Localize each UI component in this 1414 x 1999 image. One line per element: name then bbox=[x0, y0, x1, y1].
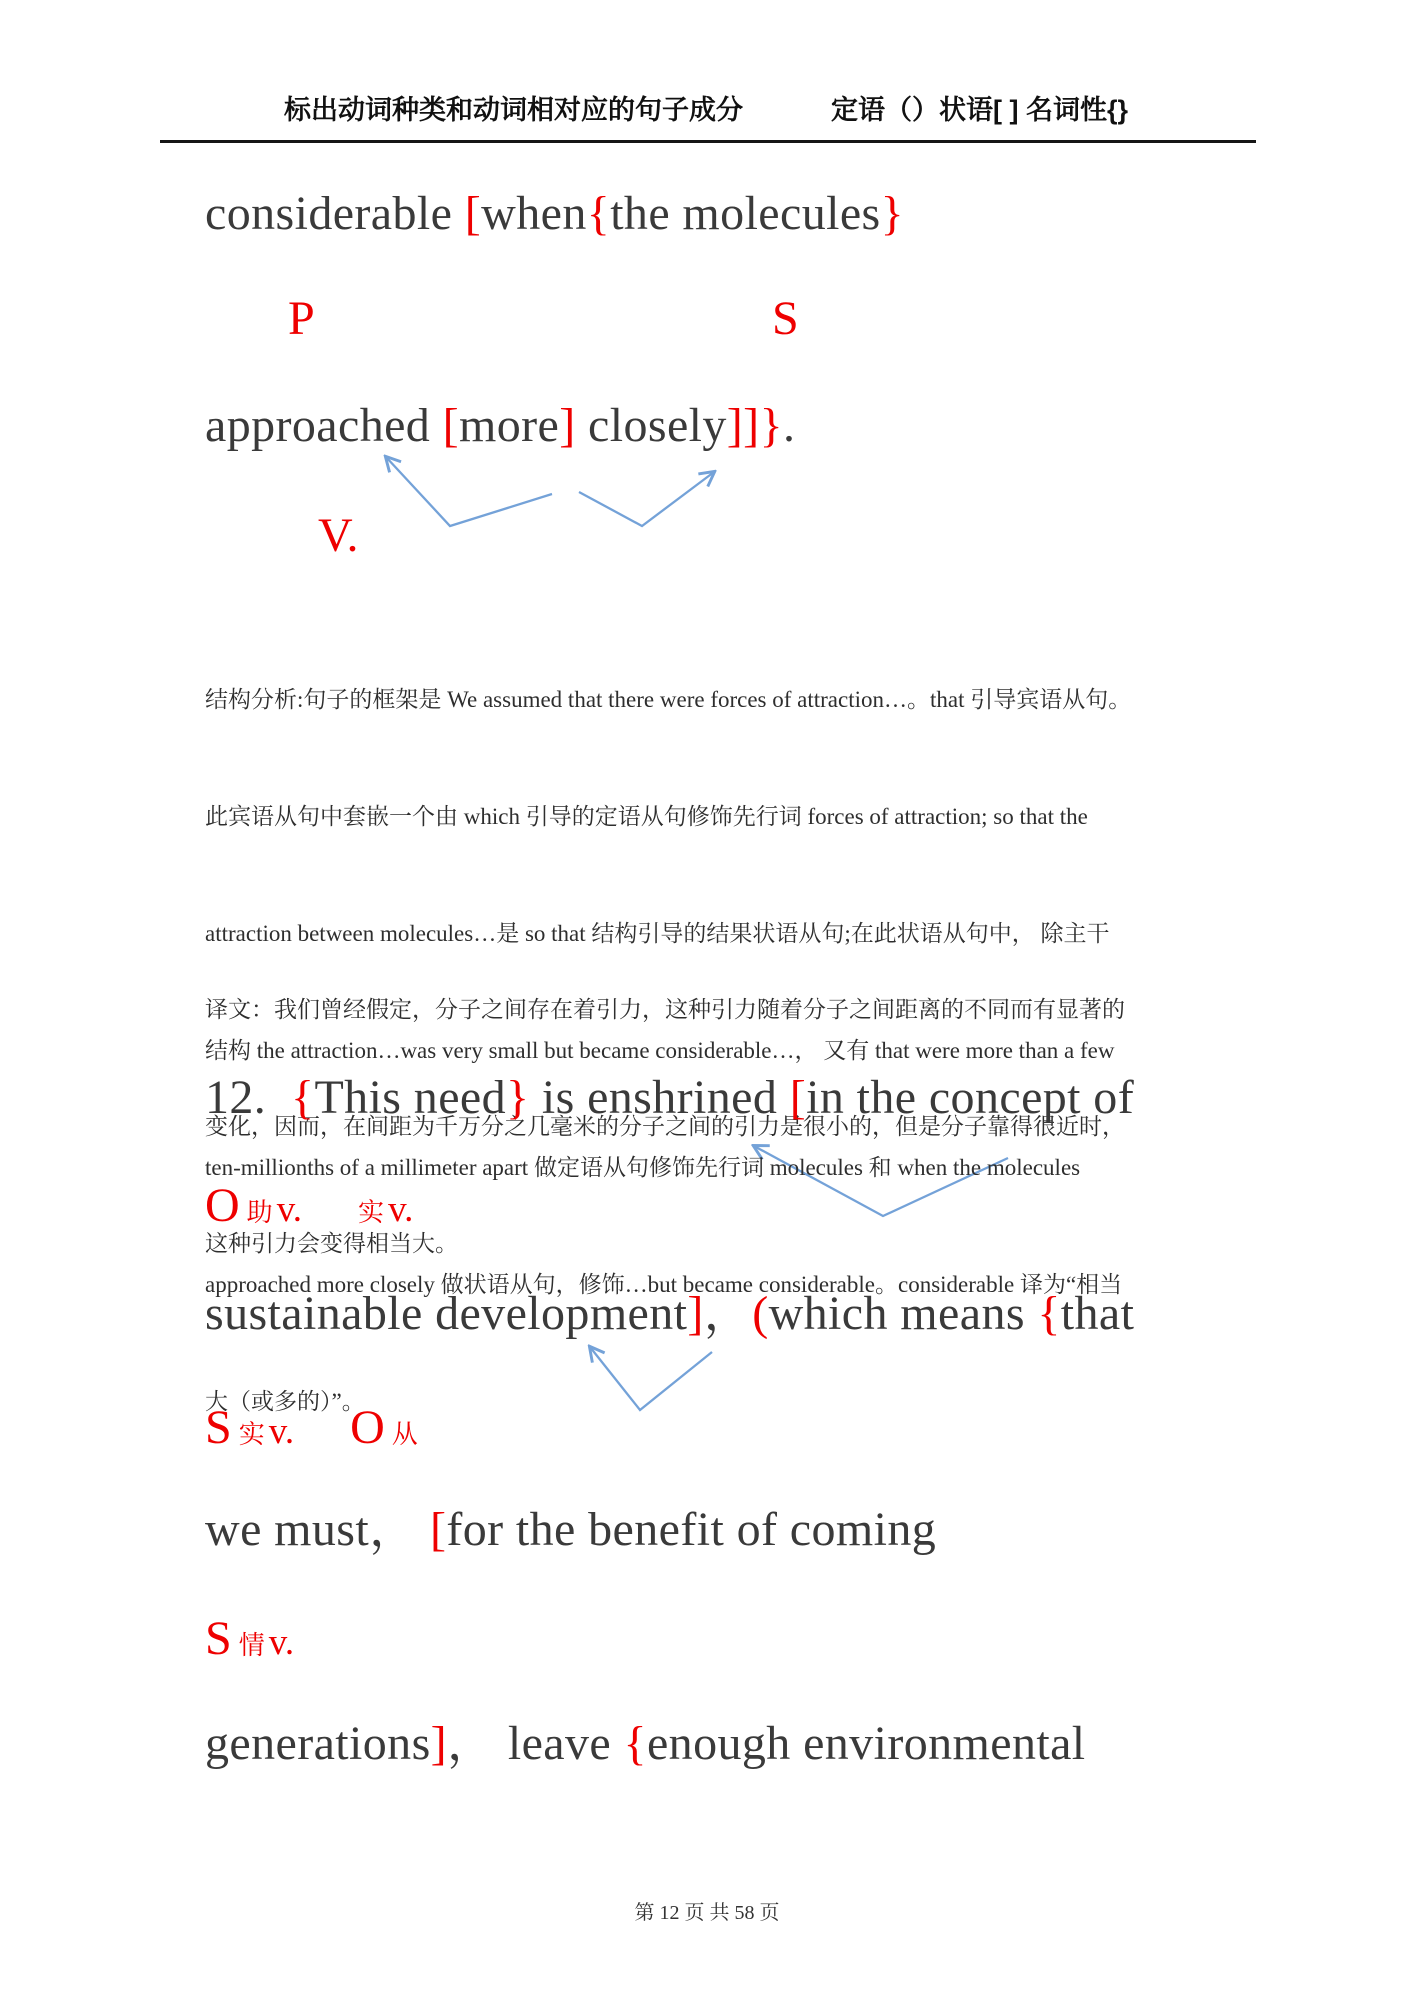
page-header bbox=[160, 88, 1256, 143]
bracket-mark: [ bbox=[789, 1071, 807, 1124]
text-segment: O bbox=[205, 1179, 240, 1232]
grammar-labels-o-aux-v bbox=[205, 1179, 414, 1232]
text-segment: ， bbox=[369, 1503, 418, 1556]
grammar-label-p: P bbox=[288, 292, 315, 345]
text-segment: the molecules bbox=[610, 187, 881, 240]
translation-line: 译文：我们曾经假定，分子之间存在着引力，这种引力随着分子之间距离的不同而有显著的 bbox=[205, 997, 1125, 1022]
text-segment: is enshrined bbox=[529, 1071, 790, 1124]
arrow-to-closely bbox=[579, 472, 714, 526]
text-segment: ， bbox=[447, 1717, 496, 1770]
text-segment: S bbox=[205, 1612, 232, 1665]
bracket-mark: } bbox=[880, 187, 905, 240]
bracket-mark: { bbox=[586, 187, 611, 240]
text-segment: . bbox=[783, 399, 796, 452]
text-segment: 从 bbox=[391, 1420, 418, 1449]
bracket-mark: { bbox=[623, 1717, 647, 1770]
translation-line: 变化，因而，在间距为千万分之几毫米的分子之间的引力是很小的，但是分子靠得很近时， bbox=[205, 1114, 1125, 1139]
text-segment: that bbox=[1060, 1287, 1135, 1340]
analysis-line: 结构分析:句子的框架是 We assumed that there were forces of attraction…。that 引导宾语从句。 bbox=[205, 687, 1132, 712]
text-segment: leave bbox=[495, 1717, 624, 1770]
header-left-title: 标出动词种类和动词相对应的句子成分 bbox=[284, 95, 743, 125]
text-segment: for the benefit of coming bbox=[446, 1503, 937, 1556]
text-segment: we must bbox=[205, 1503, 370, 1556]
sentence12-line4 bbox=[205, 1716, 1086, 1771]
page-number-footer: 第 12 页 共 58 页 bbox=[634, 1902, 780, 1924]
text-segment: 情 bbox=[238, 1631, 265, 1660]
text-segment: 实 bbox=[358, 1198, 385, 1227]
grammar-label-v: V. bbox=[318, 509, 359, 562]
text-segment: S bbox=[205, 1401, 232, 1454]
text-segment: closely bbox=[575, 399, 727, 452]
text-segment: v. bbox=[388, 1189, 414, 1230]
grammar-label-s: S bbox=[772, 292, 799, 345]
bracket-mark: [ bbox=[464, 187, 482, 240]
sentence11-line2 bbox=[205, 398, 795, 453]
sentence12-line2 bbox=[205, 1286, 1134, 1341]
analysis-line: 大（或多的）”。 bbox=[205, 1389, 365, 1414]
arrow-to-approached bbox=[386, 457, 552, 526]
text-segment: sustainable development bbox=[205, 1287, 688, 1340]
text-segment: when bbox=[481, 187, 587, 240]
sentence11-line1 bbox=[205, 186, 904, 241]
text-segment bbox=[418, 1503, 430, 1556]
text-segment: This need bbox=[314, 1071, 506, 1124]
text-segment: v. bbox=[268, 1622, 295, 1663]
bracket-mark: ] bbox=[430, 1717, 448, 1770]
bracket-mark: { bbox=[291, 1071, 315, 1124]
analysis-line: 结构 the attraction…was very small but became considerable…， 又有 that were more than a few bbox=[205, 1038, 1115, 1063]
analysis-line: approached more closely 做状语从句，修饰…but became considerable。considerable 译为“相当 bbox=[205, 1272, 1123, 1297]
analysis-line: attraction between molecules…是 so that 结构引导的结果状语从句;在此状语从句中， 除主干 bbox=[205, 921, 1110, 946]
translation-line: 这种引力会变得相当大。 bbox=[205, 1231, 458, 1256]
text-segment: v. bbox=[268, 1411, 295, 1452]
bracket-mark: } bbox=[759, 399, 784, 452]
sentence12-line3 bbox=[205, 1502, 936, 1557]
text-segment: v. bbox=[276, 1189, 303, 1230]
text-segment: approached bbox=[205, 399, 443, 452]
text-segment: enough environmental bbox=[646, 1717, 1086, 1770]
bracket-mark: ( bbox=[752, 1287, 769, 1340]
text-segment: more bbox=[459, 399, 560, 452]
bracket-mark: { bbox=[1037, 1287, 1061, 1340]
header-right-legend: 定语（）状语[ ] 名词性{} bbox=[831, 95, 1128, 125]
text-segment: ， bbox=[703, 1287, 753, 1340]
text-segment: which means bbox=[768, 1287, 1038, 1340]
bracket-mark: } bbox=[506, 1071, 530, 1124]
text-segment: 12. bbox=[205, 1071, 291, 1124]
text-segment: O bbox=[350, 1401, 385, 1454]
sentence12-line1 bbox=[205, 1070, 1134, 1125]
text-segment: considerable bbox=[205, 187, 465, 240]
grammar-labels-s-modal-v bbox=[205, 1612, 295, 1665]
bracket-mark: ] bbox=[687, 1287, 704, 1340]
bracket-mark: [ bbox=[442, 399, 459, 452]
analysis-line: 此宾语从句中套嵌一个由 which 引导的定语从句修饰先行词 forces of attraction; so that the bbox=[205, 804, 1088, 829]
bracket-mark: ] bbox=[559, 399, 576, 452]
analysis-line: ten-millionths of a millimeter apart 做定语从句修饰先行词 molecules 和 when the molecules bbox=[205, 1155, 1081, 1180]
text-segment: 实 bbox=[238, 1420, 265, 1449]
translation-paragraph bbox=[205, 912, 1125, 1341]
text-segment: 助 bbox=[246, 1198, 273, 1227]
text-segment: generations bbox=[205, 1717, 431, 1770]
text-segment: in the concept of bbox=[806, 1071, 1135, 1124]
bracket-mark: ]] bbox=[726, 399, 760, 452]
bracket-mark: [ bbox=[429, 1503, 447, 1556]
